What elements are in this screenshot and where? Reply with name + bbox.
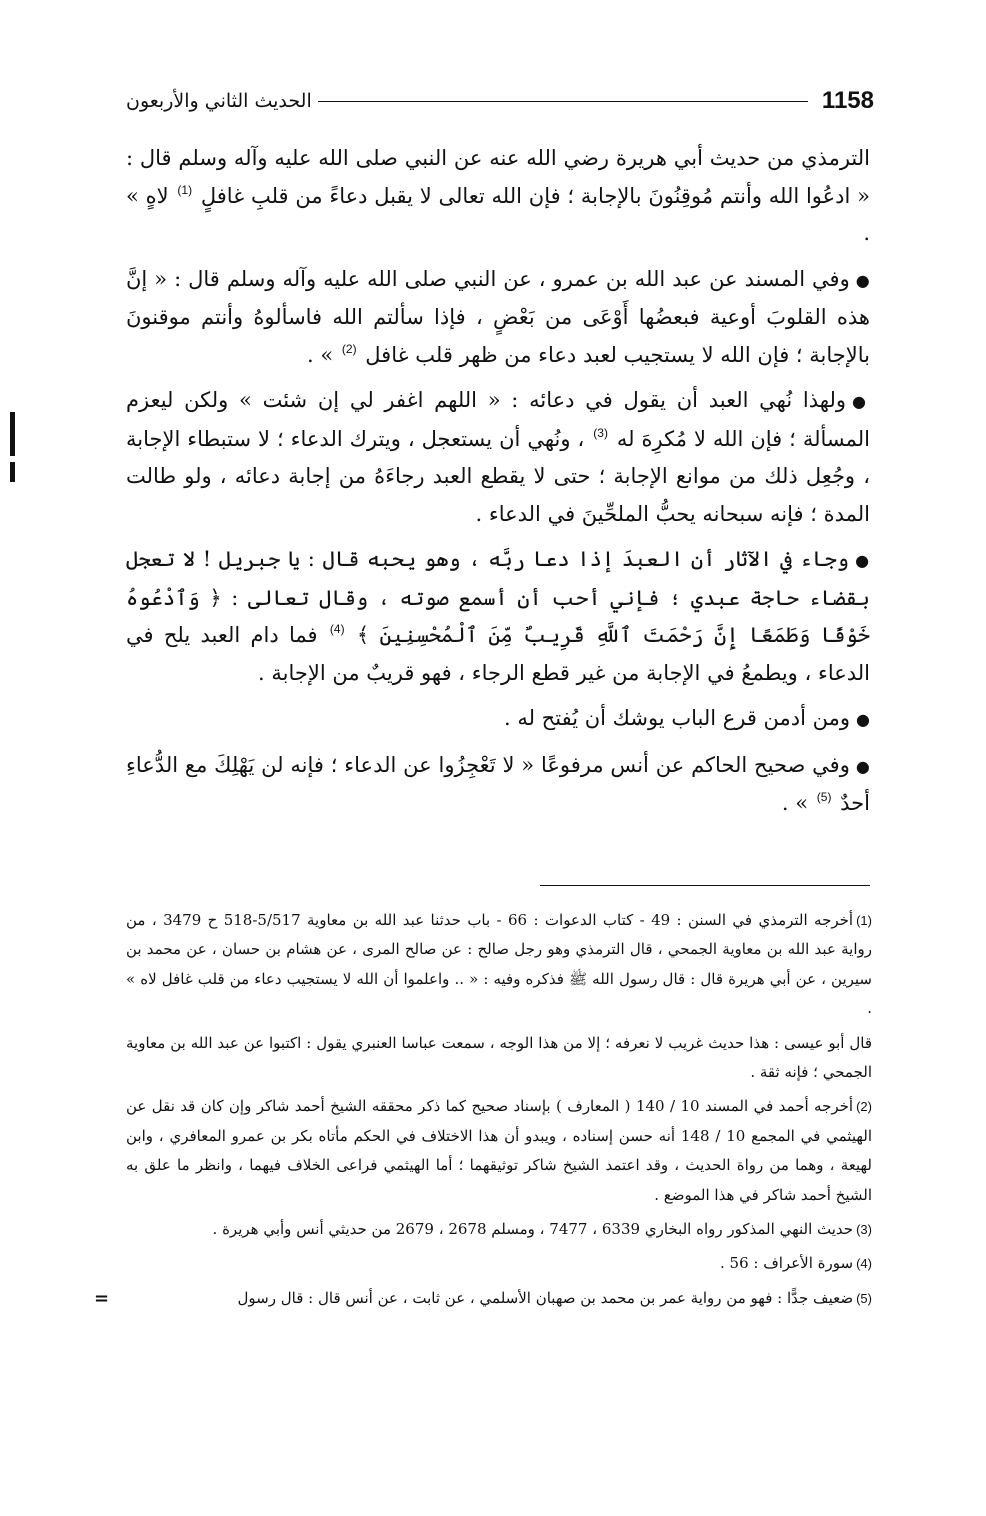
footnote-number: (4) xyxy=(856,1256,872,1272)
footnote-number: (1) xyxy=(856,913,872,928)
main-text xyxy=(126,140,870,831)
page-header xyxy=(126,84,874,118)
paragraph: ●وجاء في الآثار أن العبدَ إذا دعا ربَّه ، وهو يحبه قال : يا جبريل ! لا تعجل بقضاء حاجة عبدي ؛ فإني أحب أن أسمع صوته ، وقال تعالى : ﴿ وَٱدْعُوهُ خَوْفًا وَطَمَعًا إِنَّ رَحْمَتَ ٱللَّهِ قَرِيبٌ مِّنَ ٱلْمُحْسِنِينَ ﴾ $^{(4)}$ فما دام العبد يلح في الدعاء ، ويطمعُ في الإجابة من غير قطع الرجاء ، فهو قريبٌ من الإجابة . xyxy=(126,547,870,685)
page-number: 1158 xyxy=(821,87,874,114)
margin-bar xyxy=(10,462,15,482)
bullet-icon: ● xyxy=(855,756,870,776)
running-title: الحديث الثاني والأربعون xyxy=(126,90,312,112)
footnote-ref[interactable]: (4) xyxy=(329,622,345,636)
footnote: (1)أخرجه الترمذي في السنن : 49 - كتاب الدعوات : 66 - باب حدثنا عبد الله بن معاوية 5/517-518 ح 3479 ، من رواية عبد الله بن معاوية الجمحي ، قال الترمذي وهو رجل صالح : عن صالح المرى ، عن هشام بن حسان ، عن محمد بن سيرين ، عن أبي هريرة قال : قال رسول الله ﷺ فذكره وفيه : « .. واعلموا أن الله لا يستجيب دعاء من قلب غافل لاه » . xyxy=(126,911,872,1018)
paragraph: ●ومن أدمن قرع الباب يوشك أن يُفتح له . xyxy=(504,706,870,730)
footnote-number: (3) xyxy=(856,1222,872,1238)
footnote-ref[interactable]: (2) xyxy=(341,341,357,356)
paragraph: ●وفي صحيح الحاكم عن أنس مرفوعًا « لا تَعْجِزُوا عن الدعاء ؛ فإنه لن يَهْلِكَ مع الدُّعاءِ أحدٌ $^{(5)}$ » . xyxy=(126,752,870,815)
margin-bar xyxy=(10,412,15,456)
footnote-ref[interactable]: (5) xyxy=(816,790,832,804)
footnote: قال أبو عيسى : هذا حديث غريب لا نعرفه ؛ إلا من هذا الوجه ، سمعت عباسا العنبري يقول : اكتبوا عن عبد الله بن معاوية الجمحي ؛ فإنه ثقة . xyxy=(126,1033,872,1082)
header-rule xyxy=(318,101,808,102)
paragraph: ●وفي المسند عن عبد الله بن عمرو ، عن النبي صلى الله عليه وآله وسلم قال : « إنَّ هذه القلوبَ أوعية فبعضُها أَوْعَى من بَعْضٍ ، فإذا سألتم الله فاسألوهُ وأنتم موقنونَ بالإجابة ؛ فإن الله لا يستجيب لعبد دعاء من ظهر قلب غافل $^{(2)}$ » . xyxy=(126,266,870,367)
bullet-icon: ● xyxy=(856,710,870,729)
bullet-icon: ● xyxy=(851,392,870,411)
footnote-number: (5) xyxy=(856,1290,872,1306)
footnote-number: (2) xyxy=(856,1099,872,1115)
bullet-icon: ● xyxy=(855,551,870,570)
footnote-separator xyxy=(540,885,870,886)
footnote: (2)أخرجه أحمد في المسند 10 / 140 ( المعارف ) بإسناد صحيح كما ذكر محققه الشيخ أحمد شاكر وإن كان قد نقل عن الهيثمي في المجمع 10 / 148 أنه حسن إسناده ، ويبدو أن هذا الاختلاف في الحكم مأتاه بكر بن عمرو المعافري ، وابن لهيعة ، وهما من رواة الحديث ، وقد اعتمد الشيخ شاكر توثيقهما ؛ أما الهيثمي فراعى الخلاف فيهما ، وانظر ما علق به الشيخ أحمد شاكر في هذا الموضع . xyxy=(126,1097,872,1204)
footnotes xyxy=(126,906,872,1318)
bullet-icon: ● xyxy=(855,270,870,290)
paragraph: ●ولهذا نُهي العبد أن يقول في دعائه : « اللهم اغفر لي إن شئت » ولكن ليعزم المسألة ؛ فإن الله لا مُكرِهَ له $^{(3)}$ ، ونُهي أن يستعجل ، ويترك الدعاء ؛ لا ستبطاء الإجابة ، وجُعِل ذلك من موانع الإجابة ؛ حتى لا يقطع العبد رجاءَهُ من إجابة دعائه ، ولو طالت المدة ؛ فإنه سبحانه يحبُّ الملحِّينَ في الدعاء . xyxy=(126,388,870,526)
footnote: (4)سورة الأعراف : 56 . xyxy=(719,1254,872,1273)
footnote: (5)ضعيف جدًّا : فهو من رواية عمر بن محمد بن صهبان الأسلمي ، عن ثابت ، عن أنس قال : قال رسول xyxy=(237,1288,872,1307)
paragraph: الترمذي من حديث أبي هريرة رضي الله عنه عن النبي صلى الله عليه وآله وسلم قال : « ادعُوا الله وأنتم مُوقِنُونَ بالإجابة ؛ فإن الله تعالى لا يقبل دعاءً من قلبِ غافلٍ $^{(1)}$ لاهٍ » . xyxy=(126,146,870,245)
footnote-ref[interactable]: (1) xyxy=(177,182,193,197)
footnote: (3)حديث النهي المذكور رواه البخاري 6339 ، 7477 ، ومسلم 2678 ، 2679 من حديثي أنس وأبي هريرة . xyxy=(212,1220,872,1239)
footnote-ref[interactable]: (3) xyxy=(593,425,608,440)
continuation-mark: = xyxy=(94,1288,110,1309)
